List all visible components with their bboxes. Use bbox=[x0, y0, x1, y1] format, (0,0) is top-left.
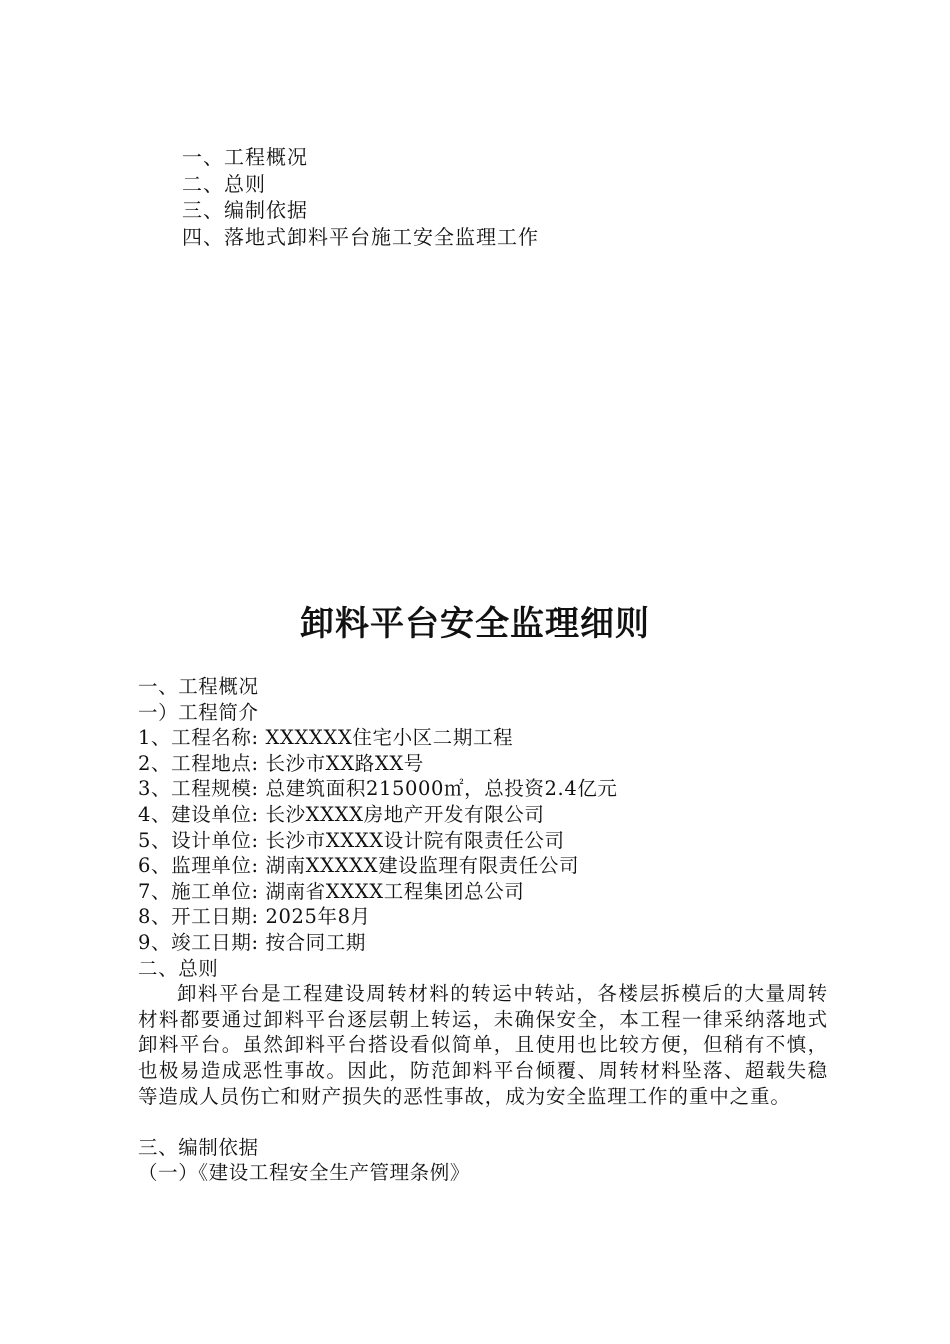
project-info-contractor: 7、施工单位: 湖南省XXXX工程集团总公司 bbox=[138, 879, 525, 903]
project-info-name: 1、工程名称: XXXXXX住宅小区二期工程 bbox=[138, 726, 514, 750]
table-of-contents bbox=[182, 144, 539, 250]
section-heading-overview: 一、工程概况 bbox=[138, 675, 259, 698]
toc-item-basis: 三、编制依据 bbox=[182, 198, 308, 222]
toc-item-overview: 一、工程概况 bbox=[182, 145, 308, 169]
project-info-completion-date: 9、竣工日期: 按合同工期 bbox=[138, 930, 366, 954]
project-info-scale: 3、工程规模: 总建筑面积215000㎡，总投资2.4亿元 bbox=[138, 777, 618, 801]
project-info-developer: 4、建设单位: 长沙XXXX房地产开发有限公司 bbox=[138, 802, 545, 826]
blank-line bbox=[138, 1109, 828, 1135]
toc-item-supervision-work: 四、落地式卸料平台施工安全监理工作 bbox=[182, 224, 539, 249]
toc-item-general: 二、总则 bbox=[182, 171, 266, 196]
project-info-supervisor: 6、监理单位: 湖南XXXXX建设监理有限责任公司 bbox=[138, 854, 580, 878]
general-paragraph: 卸料平台是工程建设周转材料的转运中转站，各楼层拆模后的大量周转材料都要通过卸料平台逐层朝上转运，未确保安全，本工程一律采纳落地式卸料平台。虽然卸料平台搭设看似简单，且使用也比较方便，但稍有不慎，也极易造成恶性事故。因此，防范卸料平台倾覆、周转材料坠落、超载失稳等造成人员伤亡和财产损失的恶性事故，成为安全监理工作的重中之重。 bbox=[138, 982, 828, 1108]
project-info-designer: 5、设计单位: 长沙市XXXX设计院有限责任公司 bbox=[138, 828, 565, 852]
subsection-heading-intro: 一）工程简介 bbox=[138, 700, 259, 724]
project-info-location: 2、工程地点: 长沙市XX路XX号 bbox=[138, 751, 424, 775]
project-info-start-date: 8、开工日期: 2025年8月 bbox=[138, 905, 371, 929]
document-title: 卸料平台安全监理细则 bbox=[300, 604, 650, 644]
section-heading-basis: 三、编制依据 bbox=[138, 1135, 259, 1159]
section-heading-general: 二、总则 bbox=[138, 956, 219, 980]
basis-item-regulation: （一）《建设工程安全生产管理条例》 bbox=[138, 1161, 470, 1185]
document-body bbox=[138, 674, 828, 1186]
